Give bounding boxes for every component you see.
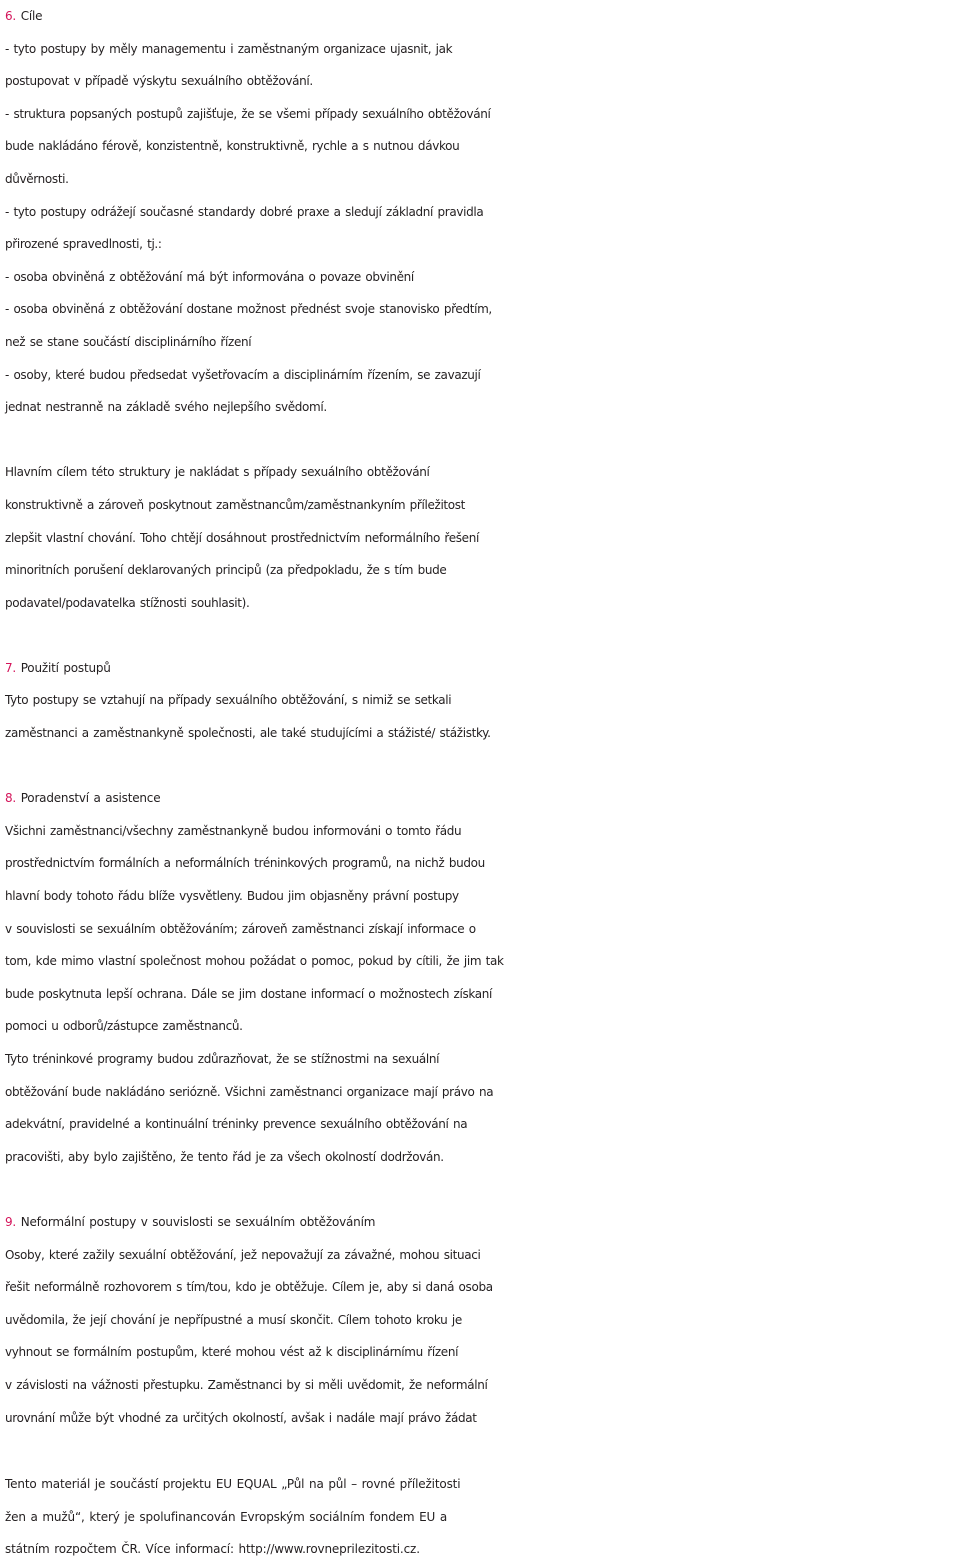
footer-line: státním rozpočtem ČR. Více informací: http://www.rovneprilezitosti.cz.	[5, 1542, 420, 1557]
text-line: Tyto postupy se vztahují na případy sexuálního obtěžování, s nimiž se setkali	[5, 693, 452, 708]
footer-line: žen a mužů“, který je spolufinancován Evropským sociálním fondem EU a	[5, 1509, 448, 1524]
text-line: důvěrnosti.	[5, 171, 69, 186]
text-line: v závislosti na vážnosti přestupku. Zaměstnanci by si měli uvědomit, že neformální	[5, 1377, 488, 1392]
text-line: urovnání může být vhodné za určitých okolností, avšak i nadále mají právo žádat	[5, 1410, 477, 1425]
footer	[5, 1468, 960, 1566]
text-line: minoritních porušení deklarovaných principů (za předpokladu, že s tím bude	[5, 563, 447, 578]
text-line: - osoby, které budou předsedat vyšetřovacím a disciplinárním řízením, se zavazují	[5, 367, 481, 382]
text-line: Hlavním cílem této struktury je nakládat s případy sexuálního obtěžování	[5, 465, 430, 480]
text-line: postupovat v případě výskytu sexuálního obtěžování.	[5, 74, 313, 89]
section-number: 6.	[5, 9, 17, 23]
section-number: 9.	[5, 1214, 17, 1229]
text-line: Všichni zaměstnanci/všechny zaměstnankyně budou informováni o tomto řádu	[5, 823, 462, 838]
text-line: jednat nestranně na základě svého nejlepšího svědomí.	[5, 400, 327, 415]
text-line: v souvislosti se sexuálním obtěžováním; zároveň zaměstnanci získají informace o	[5, 921, 476, 936]
text-line: zaměstnanci a zaměstnankyně společnosti, ale také studujícími a stážisté/ stážistky.	[5, 726, 491, 741]
section-7-heading	[5, 652, 960, 685]
text-line: uvědomila, že její chování je nepřípustné a musí skončit. Cílem tohoto kroku je	[5, 1312, 462, 1327]
text-line: - osoba obviněná z obtěžování má být informována o povaze obvinění	[5, 269, 414, 284]
text-line: Tyto tréninkové programy budou zdůrazňovat, že se stížnostmi na sexuální	[5, 1052, 440, 1066]
text-line: vyhnout se formálním postupům, které mohou vést až k disciplinárnímu řízení	[5, 1345, 459, 1360]
paragraph-spacer	[5, 750, 960, 783]
text-line: adekvátní, pravidelné a kontinuální tréninky prevence sexuálního obtěžování na	[5, 1117, 468, 1132]
text-line: konstruktivně a zároveň poskytnout zaměstnancům/zaměstnankyním příležitost	[5, 497, 466, 512]
section-title: Neformální postupy v souvislosti se sexuálním obtěžováním	[20, 1214, 376, 1229]
section-6-heading	[5, 0, 960, 33]
section-9-heading	[5, 1206, 960, 1239]
text-line: hlavní body tohoto řádu blíže vysvětleny. Budou jim objasněny právní postupy	[5, 889, 459, 904]
text-line: řešit neformálně rozhovorem s tím/tou, kdo je obtěžuje. Cílem je, aby si daná osoba	[5, 1280, 493, 1295]
text-line: - struktura popsaných postupů zajišťuje, že se všemi případy sexuálního obtěžování	[5, 106, 491, 121]
text-line: pomoci u odborů/zástupce zaměstnanců.	[5, 1019, 243, 1034]
text-line: obtěžování bude nakládáno seriózně. Všichni zaměstnanci organizace mají právo na	[5, 1084, 494, 1099]
text-line: přirozené spravedlnosti, tj.:	[5, 237, 162, 252]
section-8-heading	[5, 782, 960, 815]
section-number: 8.	[5, 791, 17, 806]
section-title: Poradenství a asistence	[20, 791, 161, 806]
paragraph-spacer	[5, 1173, 960, 1206]
text-line: Osoby, které zažily sexuální obtěžování, jež nepovažují za závažné, mohou situaci	[5, 1247, 481, 1262]
text-line: tom, kde mimo vlastní společnost mohou požádat o pomoc, pokud by cítili, že jim tak	[5, 954, 504, 969]
section-number: 7.	[5, 660, 17, 675]
section-title: Použití postupů	[20, 660, 111, 675]
text-line: bude poskytnuta lepší ochrana. Dále se jim dostane informací o možnostech získaní	[5, 986, 493, 1001]
text-line: než se stane součástí disciplinárního řízení	[5, 334, 252, 349]
text-line: zlepšit vlastní chování. Toho chtějí dosáhnout prostřednictvím neformálního řešení	[5, 530, 479, 545]
text-line: - tyto postupy by měly managementu i zaměstnaným organizace ujasnit, jak	[5, 41, 453, 56]
text-line: - tyto postupy odrážejí současné standardy dobré praxe a sledují základní pravidla	[5, 204, 484, 219]
text-line: bude nakládáno férově, konzistentně, konstruktivně, rychle a s nutnou dávkou	[5, 139, 460, 154]
document-page	[5, 0, 960, 1434]
text-line: - osoba obviněná z obtěžování dostane možnost přednést svoje stanovisko předtím,	[5, 302, 492, 317]
text-line: prostřednictvím formálních a neformálních tréninkových programů, na nichž budou	[5, 856, 485, 871]
section-title: Cíle	[20, 9, 43, 23]
text-line: podavatel/podavatelka stížnosti souhlasit).	[5, 595, 250, 610]
text-line: pracovišti, aby bylo zajištěno, že tento řád je za všech okolností dodržován.	[5, 1149, 444, 1164]
footer-line: Tento materiál je součástí projektu EU EQUAL „Půl na půl – rovné příležitosti	[5, 1477, 461, 1491]
paragraph-spacer	[5, 619, 960, 652]
paragraph-spacer	[5, 424, 960, 457]
